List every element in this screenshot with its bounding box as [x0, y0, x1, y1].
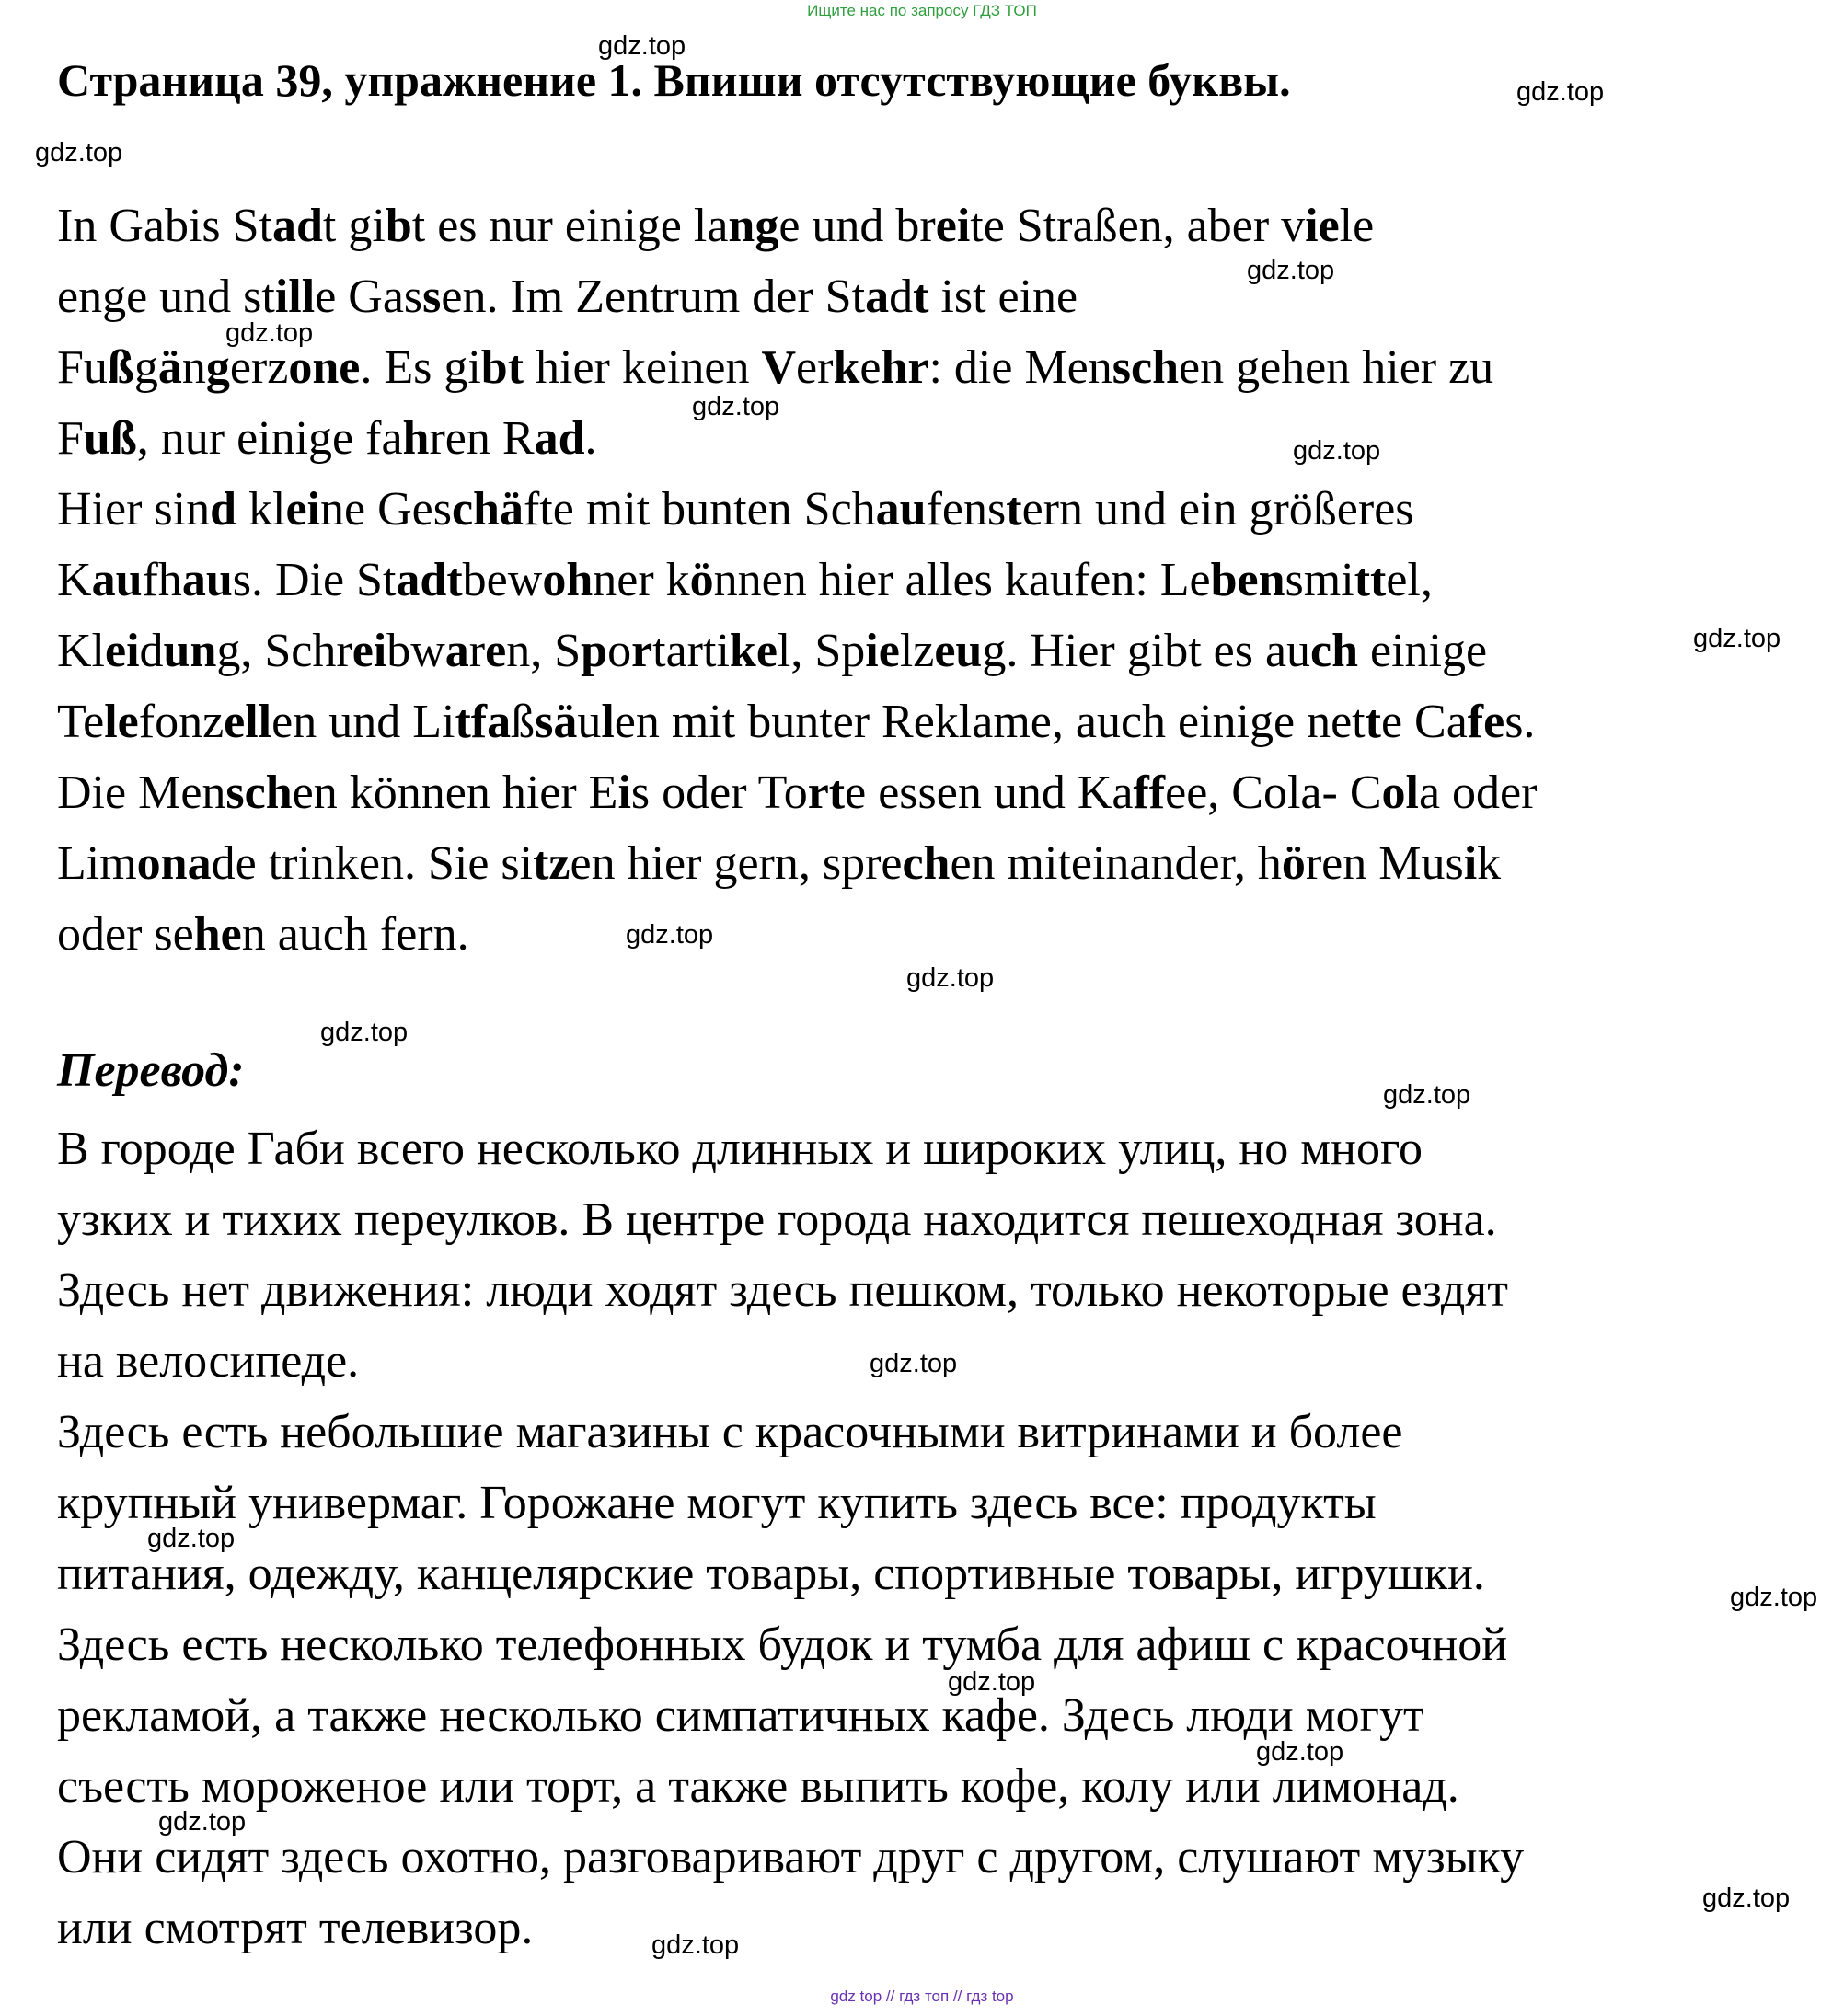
- filled-letters: ch: [1310, 625, 1359, 677]
- text-segment: ß: [511, 696, 536, 748]
- filled-letters: ben: [1210, 554, 1285, 606]
- filled-letters: sch: [225, 766, 293, 819]
- text-segment: ren Mus: [1305, 837, 1464, 890]
- text-segment: e: [859, 341, 882, 394]
- german-line: [57, 686, 1537, 757]
- text-segment: e und br: [778, 200, 936, 252]
- filled-letters: t: [1006, 483, 1022, 536]
- text-segment: t gi: [322, 200, 386, 252]
- text-segment: enge und st: [57, 271, 275, 323]
- text-segment: r: [468, 625, 486, 677]
- filled-letters: uß: [83, 412, 137, 465]
- text-segment: en hier gern, spre: [570, 837, 903, 890]
- text-segment: el,: [1386, 554, 1433, 606]
- german-line: [57, 899, 1537, 970]
- text-segment: er: [796, 341, 834, 394]
- filled-letters: un: [163, 625, 217, 677]
- text-segment: ren R: [429, 412, 535, 465]
- text-segment: Hier sin: [57, 483, 211, 536]
- russian-translation: [57, 1113, 1524, 1964]
- text-segment: ner k: [593, 554, 690, 606]
- text-segment: en miteinander, h: [950, 837, 1282, 890]
- watermark: gdz.top: [906, 963, 995, 993]
- page-title: Страница 39, упражнение 1. Впиши отсутствующие буквы.: [57, 54, 1291, 106]
- translation-line: Здесь есть несколько телефонных будок и тумба для афиш с красочной: [57, 1619, 1508, 1671]
- watermark: gdz.top: [870, 1349, 958, 1378]
- text-segment: fens: [926, 483, 1007, 536]
- text-segment: de trinken. Sie si: [211, 837, 534, 890]
- filled-letters: ke: [729, 625, 778, 677]
- text-segment: te Straßen, aber v: [970, 200, 1306, 252]
- text-segment: en mit bunter Reklame, auch einige net: [614, 696, 1366, 748]
- text-segment: erz: [229, 341, 289, 394]
- text-segment: ne Ges: [320, 483, 452, 536]
- text-segment: tarti: [652, 625, 730, 677]
- watermark: gdz.top: [1256, 1737, 1344, 1767]
- text-segment: lz: [899, 625, 935, 677]
- filled-letters: tz: [533, 837, 570, 890]
- watermark: gdz.top: [158, 1807, 247, 1837]
- translation-line: или смотрят телевизор.: [57, 1902, 534, 1954]
- watermark: gdz.top: [1693, 624, 1781, 653]
- filled-letters: d: [210, 483, 237, 536]
- filled-letters: ff: [1133, 766, 1166, 819]
- filled-letters: ol: [1381, 766, 1419, 819]
- text-segment: k: [1477, 837, 1502, 890]
- watermark: gdz.top: [1383, 1080, 1471, 1110]
- watermark: gdz.top: [1293, 436, 1381, 466]
- text-segment: g: [133, 341, 158, 394]
- translation-line: рекламой, а также несколько симпатичных кафе. Здесь люди могут: [57, 1689, 1424, 1742]
- text-segment: Fu: [57, 341, 108, 394]
- german-line: [57, 757, 1537, 828]
- text-segment: s oder To: [630, 766, 808, 819]
- filled-letters: rt: [807, 766, 846, 819]
- text-segment: .: [584, 412, 597, 465]
- filled-letters: au: [91, 554, 143, 606]
- watermark: gdz.top: [1516, 77, 1605, 107]
- filled-letters: s: [422, 271, 442, 323]
- text-segment: Te: [57, 696, 105, 748]
- filled-letters: adt: [396, 554, 463, 606]
- text-segment: einige: [1358, 625, 1488, 677]
- text-segment: , nur einige fa: [136, 412, 403, 465]
- filled-letters: r: [631, 625, 653, 677]
- translation-line: Здесь нет движения: люди ходят здесь пешком, только некоторые ездят: [57, 1264, 1508, 1317]
- filled-letters: a: [865, 271, 890, 323]
- filled-letters: bt: [480, 341, 524, 394]
- watermark: gdz.top: [1730, 1583, 1818, 1612]
- filled-letters: oh: [542, 554, 594, 606]
- filled-letters: V: [761, 341, 797, 394]
- filled-letters: ch: [902, 837, 951, 890]
- translation-line: узких и тихих переулков. В центре города находится пешеходная зона.: [57, 1193, 1497, 1246]
- translation-line: на велосипеде.: [57, 1335, 360, 1388]
- text-segment: g, Schr: [216, 625, 352, 677]
- filled-letters: fe: [1467, 696, 1505, 748]
- translation-line: В городе Габи всего несколько длинных и широких улиц, но много: [57, 1123, 1423, 1175]
- text-segment: e Gas: [315, 271, 423, 323]
- german-line: [57, 616, 1537, 686]
- filled-letters: sch: [1112, 341, 1180, 394]
- filled-letters: ad: [272, 200, 323, 252]
- translation-heading: Перевод:: [57, 1044, 245, 1097]
- filled-letters: le: [104, 696, 139, 748]
- text-segment: e essen und Ka: [845, 766, 1134, 819]
- translation-line: крупный универмаг. Горожане могут купить здесь все: продукты: [57, 1477, 1377, 1529]
- filled-letters: h: [402, 412, 430, 465]
- top-note: Ищите нас по запросу ГДЗ ТОП: [807, 2, 1037, 19]
- filled-letters: ng: [728, 200, 779, 252]
- text-segment: d: [139, 625, 164, 677]
- watermark: gdz.top: [692, 392, 780, 421]
- text-segment: fh: [142, 554, 182, 606]
- text-segment: en. Im Zentrum der St: [441, 271, 866, 323]
- filled-letters: tfa: [455, 696, 512, 748]
- text-segment: bw: [386, 625, 445, 677]
- filled-letters: ei: [935, 200, 971, 252]
- watermark: gdz.top: [626, 920, 714, 950]
- filled-letters: i: [617, 766, 631, 819]
- german-line: [57, 474, 1537, 545]
- text-segment: ee, Cola- C: [1165, 766, 1382, 819]
- filled-letters: t: [1365, 696, 1381, 748]
- filled-letters: ill: [274, 271, 316, 323]
- filled-letters: ona: [136, 837, 212, 890]
- watermark: gdz.top: [1247, 256, 1335, 285]
- text-segment: F: [57, 412, 84, 465]
- filled-letters: b: [385, 200, 412, 252]
- text-segment: fte mit bunten Sch: [523, 483, 876, 536]
- text-segment: oder se: [57, 908, 194, 961]
- text-segment: . Es gi: [360, 341, 481, 394]
- translation-line: Здесь есть небольшие магазины с красочными витринами и более: [57, 1406, 1403, 1458]
- text-segment: u: [577, 696, 602, 748]
- text-segment: d: [889, 271, 914, 323]
- filled-letters: g: [205, 341, 230, 394]
- filled-letters: e: [485, 625, 507, 677]
- filled-letters: ö: [689, 554, 714, 606]
- filled-letters: one: [288, 341, 361, 394]
- text-segment: In Gabis St: [57, 200, 272, 252]
- footer-note: gdz top // гдз топ // гдз top: [830, 1987, 1014, 2005]
- filled-letters: ei: [352, 625, 387, 677]
- translation-line: питания, одежду, канцелярские товары, спортивные товары, игрушки.: [57, 1548, 1485, 1600]
- text-segment: t es nur einige la: [411, 200, 729, 252]
- watermark: gdz.top: [320, 1018, 409, 1047]
- text-segment: en gehen hier zu: [1179, 341, 1494, 394]
- text-segment: l, Sp: [777, 625, 866, 677]
- filled-letters: ell: [224, 696, 272, 748]
- text-segment: smi: [1285, 554, 1354, 606]
- text-segment: s. Die St: [232, 554, 397, 606]
- text-segment: Kl: [57, 625, 105, 677]
- text-segment: ist eine: [928, 271, 1078, 323]
- text-segment: n, S: [506, 625, 582, 677]
- text-segment: en können hier E: [292, 766, 618, 819]
- german-line: [57, 828, 1537, 899]
- text-segment: ern und ein größeres: [1021, 483, 1414, 536]
- text-segment: le: [1339, 200, 1375, 252]
- watermark: gdz.top: [948, 1667, 1036, 1697]
- filled-letters: t: [913, 271, 929, 323]
- translation-line: съесть мороженое или торт, а также выпить кофе, колу или лимонад.: [57, 1760, 1459, 1813]
- filled-letters: ie: [865, 625, 900, 677]
- filled-letters: chä: [451, 483, 524, 536]
- text-segment: hier keinen: [524, 341, 762, 394]
- watermark: gdz.top: [147, 1524, 236, 1553]
- filled-letters: tt: [1354, 554, 1387, 606]
- filled-letters: l: [601, 696, 615, 748]
- filled-letters: ß: [107, 341, 134, 394]
- text-segment: K: [57, 554, 92, 606]
- text-segment: a oder: [1418, 766, 1538, 819]
- text-segment: nnen hier alles kaufen: Le: [713, 554, 1211, 606]
- text-segment: n: [181, 341, 206, 394]
- text-segment: : die Men: [928, 341, 1112, 394]
- text-segment: Die Men: [57, 766, 226, 819]
- filled-letters: sä: [535, 696, 578, 748]
- filled-letters: ö: [1281, 837, 1306, 890]
- german-line: [57, 190, 1537, 261]
- filled-letters: au: [181, 554, 233, 606]
- filled-letters: i: [1463, 837, 1478, 890]
- text-segment: fonz: [138, 696, 225, 748]
- filled-letters: ä: [157, 341, 182, 394]
- filled-letters: au: [875, 483, 927, 536]
- text-segment: g. Hier gibt es au: [982, 625, 1311, 677]
- text-segment: s.: [1504, 696, 1536, 748]
- text-segment: bew: [462, 554, 543, 606]
- filled-letters: eu: [934, 625, 983, 677]
- filled-letters: ei: [285, 483, 320, 536]
- translation-line: Они сидят здесь охотно, разговаривают друг с другом, слушают музыку: [57, 1831, 1525, 1884]
- german-line: [57, 545, 1537, 616]
- text-segment: e Ca: [1380, 696, 1468, 748]
- filled-letters: k: [833, 341, 860, 394]
- text-segment: o: [607, 625, 632, 677]
- filled-letters: p: [581, 625, 608, 677]
- filled-letters: ie: [1305, 200, 1340, 252]
- filled-letters: ei: [105, 625, 140, 677]
- filled-letters: hr: [881, 341, 929, 394]
- text-segment: Lim: [57, 837, 137, 890]
- watermark: gdz.top: [35, 138, 123, 167]
- text-segment: en und Li: [271, 696, 455, 748]
- watermark: gdz.top: [1702, 1884, 1791, 1913]
- filled-letters: ad: [534, 412, 585, 465]
- text-segment: n auch fern.: [241, 908, 469, 961]
- watermark: gdz.top: [651, 1930, 740, 1960]
- filled-letters: a: [444, 625, 469, 677]
- text-segment: kl: [236, 483, 286, 536]
- filled-letters: he: [193, 908, 242, 961]
- watermark: gdz.top: [598, 31, 686, 61]
- german-text: [57, 190, 1537, 970]
- watermark: gdz.top: [225, 318, 314, 348]
